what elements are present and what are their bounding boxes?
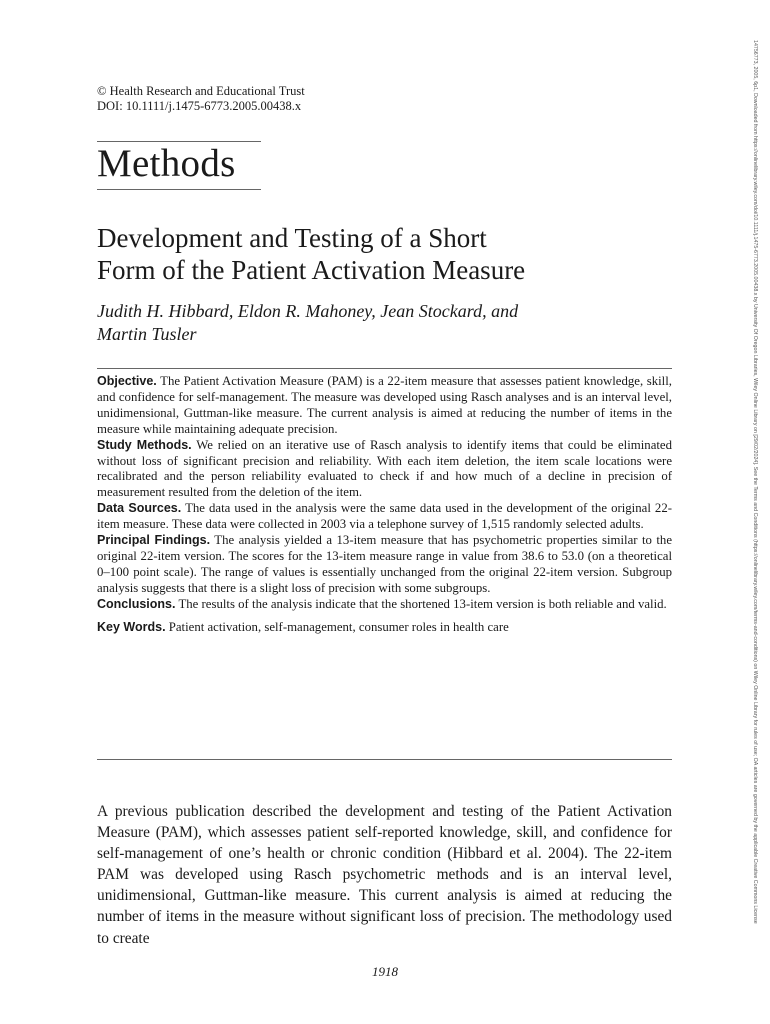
abstract-conclusions [97,597,672,613]
data-sources-text: The data used in the analysis were the same data used in the development of the original 22-item measure. These data were collected in 2003 via a telephone survey of 1,515 randomly selected adults. [97,501,672,532]
abstract-principal-findings [97,533,672,597]
abstract-data-sources [97,501,672,533]
download-notice [750,40,758,1000]
objective-text: The Patient Activation Measure (PAM) is a 22-item measure that assesses patient knowledge, skill, and confidence for self-management. The measure was developed using Rasch analyses and is an interval level, unidimensional, Guttman-like measure. The current analysis is aimed at reducing the number of items in the measure while maintaining adequate precision. [97,374,672,436]
title-line-1: Development and Testing of a Short [97,223,487,253]
conclusions-label: Conclusions. [97,596,176,611]
section-heading: Methods [97,142,236,185]
conclusions-text: The results of the analysis indicate that the shortened 13-item version is both reliable and valid. [178,596,667,611]
key-words-label: Key Words. [97,619,166,634]
principal-findings-label: Principal Findings. [97,533,211,548]
journal-header [97,84,305,114]
abstract-study-methods [97,438,672,502]
title-line-2: Form of the Patient Activation Measure [97,255,526,285]
objective-label: Objective. [97,374,157,388]
abstract-key-words [97,620,672,636]
abstract-rule-bottom [97,759,672,760]
section-rule-bottom [97,189,261,190]
study-methods-label: Study Methods. [97,437,192,452]
download-notice-text: 14756773, 2005, 6p1, Downloaded from https://onlinelibrary.wiley.com/doi/10.1111/j.1475-6773.2005.00438.x by University Of Oregon Libraries, Wiley Online Library on [29/02/2024]. See the Terms and Conditions (https://onlinelibrary.wiley.com/terms-and-conditions) on Wiley Online Library for rules of use; OA articles are governed by the applicable Creative Commons License [752,40,758,924]
data-sources-label: Data Sources. [97,501,182,516]
abstract-rule-top [97,368,672,369]
principal-findings-text: The analysis yielded a 13-item measure that has psychometric properties similar to the original 22-item version. The scores for the 13-item measure range in value from 38.6 to 53.0 (on a theoretical 0–100 point scale). The range of values is essentially unchanged from the original 22-item version. Subgroup analysis suggests that there is a slight loss of precision with some subgroups. [97,533,672,595]
key-words-text: Patient activation, self-management, consumer roles in health care [168,619,509,634]
body-paragraph: A previous publication described the development and testing of the Patient Activation Measure (PAM), which assesses patient self-reported knowledge, skill, and confidence for self-management of one’s health or chronic condition (Hibbard et al. 2004). The 22-item PAM was developed using Rasch psychometric methods and is an interval level, unidimensional, Guttman-like measure. This current analysis is aimed at reducing the number of items in the measure without significant loss of precision. The methodology used to create [97,803,672,947]
doi-line: DOI: 10.1111/j.1475-6773.2005.00438.x [97,99,302,113]
study-methods-text: We relied on an iterative use of Rasch analysis to identify items that could be eliminated without loss of significant precision and reliability. With each item deletion, the item scale locations were recalibrated and the person reliability evaluated to check if and how much of a decline in precision of measurement resulted from the deletion of the item. [97,437,673,500]
copyright-line: © Health Research and Educational Trust [97,84,305,98]
authors-line-1: Judith H. Hibbard, Eldon R. Mahoney, Jean Stockard, and [97,301,519,321]
abstract [97,374,672,636]
author-list [97,300,672,346]
authors-line-2: Martin Tusler [97,324,197,344]
page-number: 1918 [372,964,398,979]
abstract-objective [97,374,672,438]
article-title [97,222,672,286]
